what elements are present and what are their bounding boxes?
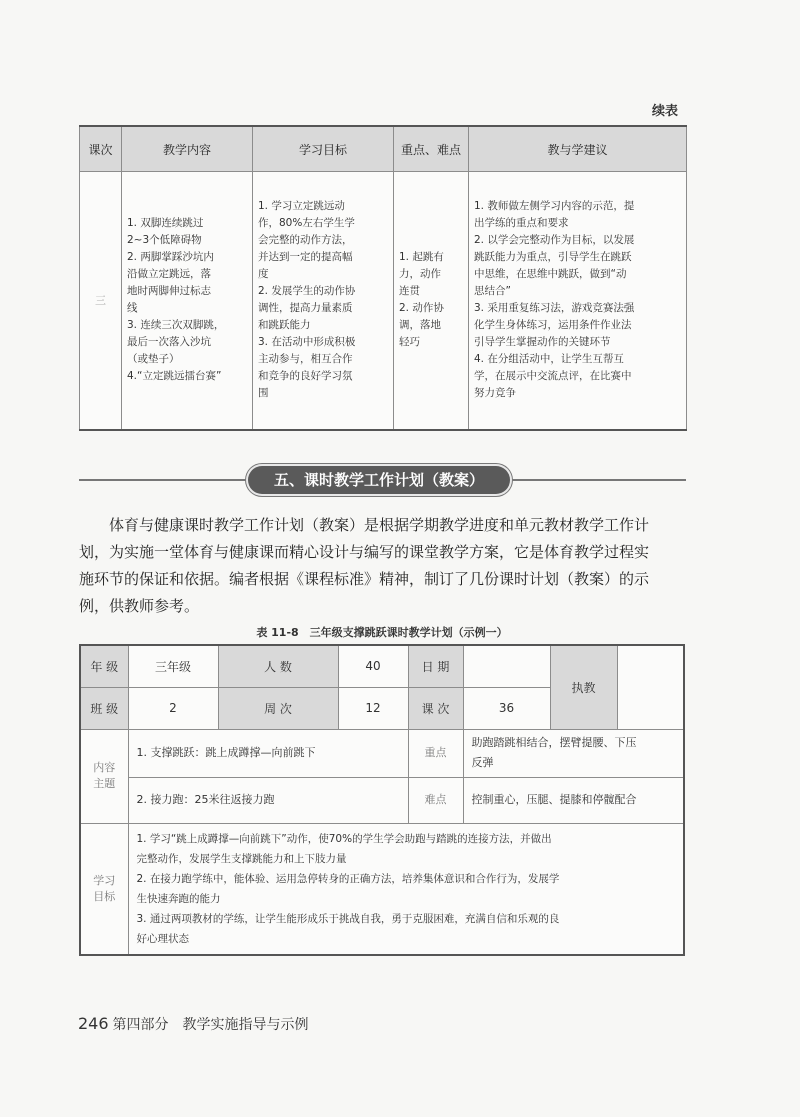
suggestion-line: 4. 在分组活动中，让学生互帮互: [474, 353, 624, 366]
label-line: 学习: [93, 873, 116, 887]
paragraph-line: 施环节的保证和依据。编者根据《课程标准》精神，制订了几份课时计划（教案）的示: [79, 570, 650, 588]
text-line: 反弹: [471, 756, 494, 769]
content-line: 3. 连续三次双脚跳，: [127, 319, 225, 332]
content-item: 1. 支撑跳跃：跳上成蹲撑—向前跳下: [128, 729, 408, 777]
student-count-label: 人 数: [218, 645, 338, 687]
page-footer: [78, 1014, 309, 1034]
goal-line: 3. 在活动中形成积极: [258, 336, 356, 349]
header-content: 教学内容: [122, 126, 253, 172]
content-item: 2. 接力跑：25米往返接力跑: [128, 777, 408, 823]
content-line: 2~3个低障碍物: [127, 234, 202, 247]
teacher-value: [617, 645, 684, 729]
suggestion-line: 3. 采用重复练习法，游戏竞赛法强: [474, 302, 635, 315]
suggestions-cell: [469, 172, 687, 430]
suggestion-line: 跳跃能力为重点，引导学生在跳跃: [474, 251, 632, 264]
lesson-number-cell: 三: [80, 172, 122, 430]
key-point-line: 轻巧: [399, 336, 420, 349]
content-line: 1. 双脚连续跳过: [127, 217, 204, 230]
key-point-text: [463, 729, 684, 777]
suggestion-line: 出学练的重点和要求: [474, 217, 569, 230]
goal-line: 生快速奔跑的能力: [136, 892, 221, 905]
text-line: 助跑踏跳相结合，摆臂提腰、下压: [471, 736, 637, 749]
content-line: 最后一次落入沙坑: [127, 336, 211, 349]
content-line: 4.“立定跳远擂台赛”: [127, 370, 222, 383]
label-line: 内容: [93, 761, 116, 774]
goal-line: 作，80%左右学生学: [258, 217, 355, 230]
key-point-line: 力，动作: [399, 268, 441, 281]
paragraph-line: 体育与健康课时教学工作计划（教案）是根据学期教学进度和单元教材教学工作计: [109, 516, 650, 534]
footer-text: 第四部分 教学实施指导与示例: [112, 1017, 309, 1033]
teacher-label: 执教: [550, 645, 617, 729]
class-value: 2: [128, 687, 218, 729]
header-goals: 学习目标: [253, 126, 394, 172]
key-point-label: 重点: [408, 729, 463, 777]
goal-line: 好心理状态: [136, 932, 189, 945]
date-value: [463, 645, 550, 687]
suggestion-line: 学，在展示中交流点评，在比赛中: [474, 370, 632, 383]
difficulty-label: 难点: [408, 777, 463, 823]
difficulty-text: 控制重心，压腿、提膝和停髋配合: [463, 777, 684, 823]
content-line: 2. 两脚掌踩沙坑内: [127, 251, 214, 264]
week-label: 周 次: [218, 687, 338, 729]
key-point-line: 2. 动作协: [399, 302, 444, 315]
goal-line: 调性，提高力量素质: [258, 302, 353, 315]
table-header-row: [80, 126, 687, 172]
goal-line: 完整动作，发展学生支撑跳能力和上下肢力量: [136, 852, 347, 865]
goal-line: 主动参与，相互合作: [258, 353, 353, 366]
table-row: [80, 172, 687, 430]
lesson-plan-table: [79, 125, 687, 431]
goal-line: 2. 发展学生的动作协: [258, 285, 356, 298]
key-point-line: 调，落地: [399, 319, 441, 332]
continued-table-label: 续表: [651, 104, 678, 119]
goal-line: 1. 学习“跳上成蹲撑—向前跳下”动作，使70%的学生学会助跑与踏跳的连接方法，并做出: [136, 832, 552, 845]
table-caption: 表 11-8 三年级支撑跳跃课时教学计划（示例一）: [256, 626, 508, 639]
learning-goals-label: [80, 823, 128, 955]
goal-line: 和竞争的良好学习氛: [258, 370, 353, 383]
goal-line: 和跳跃能力: [258, 319, 311, 332]
paragraph-line: 例，供教师参考。: [79, 597, 200, 615]
content-topic-label: [80, 729, 128, 823]
header-suggestions: 教与学建议: [469, 126, 687, 172]
content-line: 线: [127, 302, 138, 315]
key-point-line: 1. 起跳有: [399, 251, 444, 264]
goal-line: 度: [258, 268, 269, 281]
paragraph-line: 划，为实施一堂体育与健康课而精心设计与编写的课堂教学方案，它是体育教学过程实: [79, 543, 650, 561]
header-key-points: 重点、难点: [394, 126, 469, 172]
header-lesson: 课次: [80, 126, 122, 172]
content-line: 地时两脚伸过标志: [127, 285, 211, 298]
suggestion-line: 思结合”: [474, 285, 511, 298]
suggestion-line: 引导学生掌握动作的关键环节: [474, 336, 611, 349]
goal-line: 1. 学习立定跳远动: [258, 200, 345, 213]
class-label: 班 级: [80, 687, 128, 729]
table-row: [80, 823, 684, 955]
key-points-cell: [394, 172, 469, 430]
lesson-label: 课 次: [408, 687, 463, 729]
goal-line: 3. 通过两项教材的学练，让学生能形成乐于挑战自我，勇于克服困难，充满自信和乐观的良: [136, 912, 560, 925]
goal-line: 会完整的动作方法，: [258, 234, 353, 247]
suggestion-line: 中思维，在思维中跳跃，做到“动: [474, 268, 627, 281]
section-title: 五、课时教学工作计划（教案）: [248, 466, 510, 494]
page-number: 246: [78, 1014, 109, 1033]
table-row: [80, 645, 684, 687]
key-point-line: 连贯: [399, 285, 420, 298]
week-value: 12: [338, 687, 408, 729]
label-line: 主题: [93, 777, 116, 790]
content-line: 沿做立定跳远，落: [127, 268, 211, 281]
learning-goals-text: [128, 823, 684, 955]
date-label: 日 期: [408, 645, 463, 687]
suggestion-line: 努力竞争: [474, 387, 516, 400]
lesson-value: 36: [463, 687, 550, 729]
content-cell: [122, 172, 253, 430]
label-line: 目标: [93, 889, 116, 903]
suggestion-line: 1. 教师做左侧学习内容的示范，提: [474, 200, 635, 213]
goal-line: 围: [258, 387, 269, 400]
student-count-value: 40: [338, 645, 408, 687]
suggestion-line: 化学生身体练习，运用条件作业法: [474, 319, 632, 332]
intro-paragraph: [79, 512, 685, 620]
grade-label: 年 级: [80, 645, 128, 687]
suggestion-line: 2. 以学会完整动作为目标，以发展: [474, 234, 635, 247]
table-row: [80, 729, 684, 777]
goal-line: 2. 在接力跑学练中，能体验、运用急停转身的正确方法，培养集体意识和合作行为，发展学: [136, 872, 560, 885]
table-row: [80, 777, 684, 823]
goals-cell: [253, 172, 394, 430]
content-line: （或垫子）: [127, 353, 180, 366]
grade-value: 三年级: [128, 645, 218, 687]
lesson-plan-detail-table: [79, 644, 685, 956]
goal-line: 并达到一定的提高幅: [258, 251, 353, 264]
